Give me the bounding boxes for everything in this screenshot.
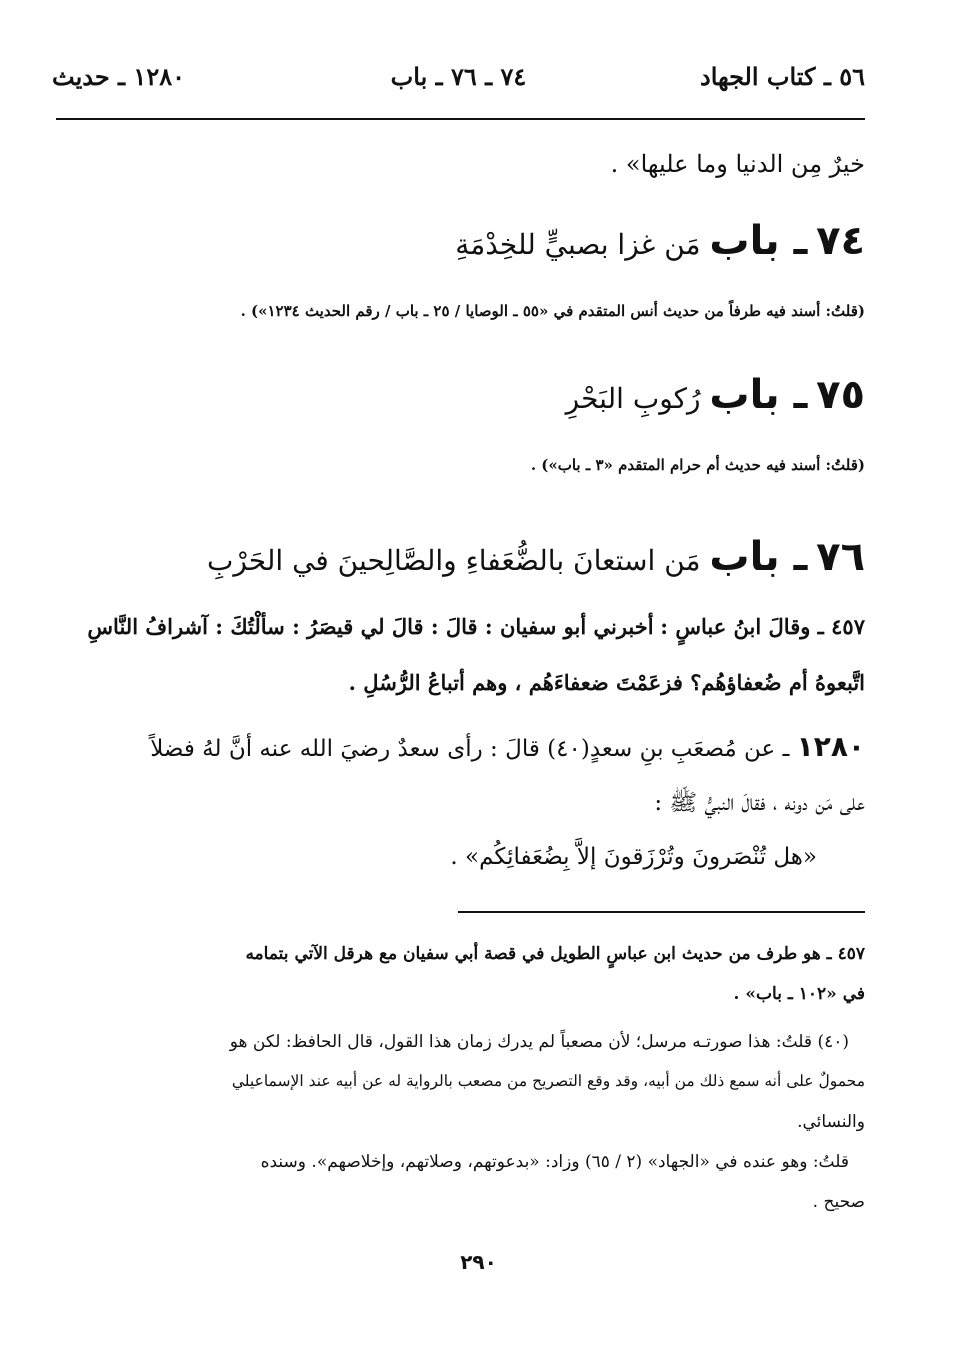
page-number: ٢٩٠	[460, 1250, 497, 1274]
hadith-457-line2: اتَّبعوهُ أم ضُعفاؤهُم؟ فزعَمْتَ ضعفاءَهُم ، وهم أتباعُ الرُّسُلِ .	[348, 670, 865, 695]
header-chapter-range: ٧٤ ـ ٧٦ ـ باب	[390, 62, 527, 91]
chapter-note-75: (قلتُ: أسند فيه حديث أم حرام المتقدم «٣ ـ باب») .	[530, 456, 865, 474]
chapter-title: مَن غزا بصبيٍّ للخِدْمَةِ	[455, 228, 701, 261]
chapter-number: ٧٥	[816, 372, 865, 418]
hadith-1280-line1: ١٢٨٠ ـ عن مُصعَبِ بنِ سعدٍ(٤٠) قالَ : رأى سعدٌ رضيَ الله عنه أنَّ لهُ فضلاً	[150, 730, 865, 763]
footnote-40-line4: قلتُ: وهو عنده في «الجهاد» (٢ / ٦٥) وزاد: «بدعوتهم، وصلاتهم، وإخلاصهم». وسنده	[260, 1152, 849, 1172]
chapter-word: باب	[709, 218, 780, 264]
continuation-line: خيرٌ مِن الدنيا وما عليها» .	[610, 150, 865, 178]
header-hadith-number: ١٢٨٠ ـ حديث	[52, 62, 185, 91]
hadith-457-lead: ٤٥٧ ـ وقالَ ابنُ عباسٍ :	[660, 614, 865, 639]
chapter-word: باب	[709, 372, 780, 418]
chapter-number: ٧٦	[816, 534, 865, 580]
chapter-title: مَن استعانَ بالضُّعَفاءِ والصَّالِحينَ في الحَرْبِ	[206, 544, 701, 577]
chapter-note-74: (قلتُ: أسند فيه طرفاً من حديث أنس المتقدم في «٥٥ ـ الوصايا / ٢٥ ـ باب / رقم الحديث ١٢٣٤») .	[240, 302, 865, 320]
hadith-457-line1: ٤٥٧ ـ وقالَ ابنُ عباسٍ : أخبرني أبو سفيان : قالَ : قالَ لي قيصَرُ : سألْتُكَ : آشرافُ النَّاسِ	[87, 614, 865, 639]
hadith-1280-line2: على مَن دونه ، فقالَ النبيُّ ﷺ :	[654, 790, 865, 816]
footnote-rule	[458, 911, 865, 913]
header-book-title: ٥٦ ـ كتاب الجهاد	[700, 62, 865, 91]
chapter-title: رُكوبِ البَحْرِ	[565, 382, 701, 415]
footnote-40-line3: والنسائي.	[797, 1112, 865, 1132]
chapter-heading-75: ٧٥ ـ باب رُكوبِ البَحْرِ	[565, 372, 865, 418]
chapter-heading-74: ٧٤ ـ باب مَن غزا بصبيٍّ للخِدْمَةِ	[455, 218, 865, 264]
footnote-40-line1: (٤٠) قلتُ: هذا صورتـه مرسل؛ لأن مصعباً لم يدرك زمان هذا القول، قال الحافظ: لكن هو	[229, 1032, 849, 1052]
chapter-heading-76: ٧٦ ـ باب مَن استعانَ بالضُّعَفاءِ والصَّالِحينَ في الحَرْبِ	[206, 534, 865, 580]
chapter-number: ٧٤	[816, 218, 865, 264]
footnote-457-line2: في «١٠٢ ـ باب» .	[733, 984, 865, 1004]
hadith-1280-matn: «هل تُنْصَرونَ وتُرْزَقونَ إلاَّ بِضُعَفائِكُم» .	[450, 844, 817, 870]
hadith-number: ١٢٨٠	[796, 730, 865, 763]
footnote-40-line5: صحيح .	[812, 1192, 865, 1212]
footnote-457-line1: ٤٥٧ ـ هو طرف من حديث ابن عباسٍ الطويل في قصة أبي سفيان مع هرقل الآتي بتمامه	[245, 944, 865, 964]
footnote-40-line2: محمولٌ على أنه سمع ذلك من أبيه، وقد وقع التصريح من مصعب بالرواية له عن أبيه عند الإسماعيلي	[231, 1072, 865, 1090]
running-header	[52, 62, 865, 98]
header-rule	[56, 118, 865, 120]
chapter-word: باب	[709, 534, 780, 580]
